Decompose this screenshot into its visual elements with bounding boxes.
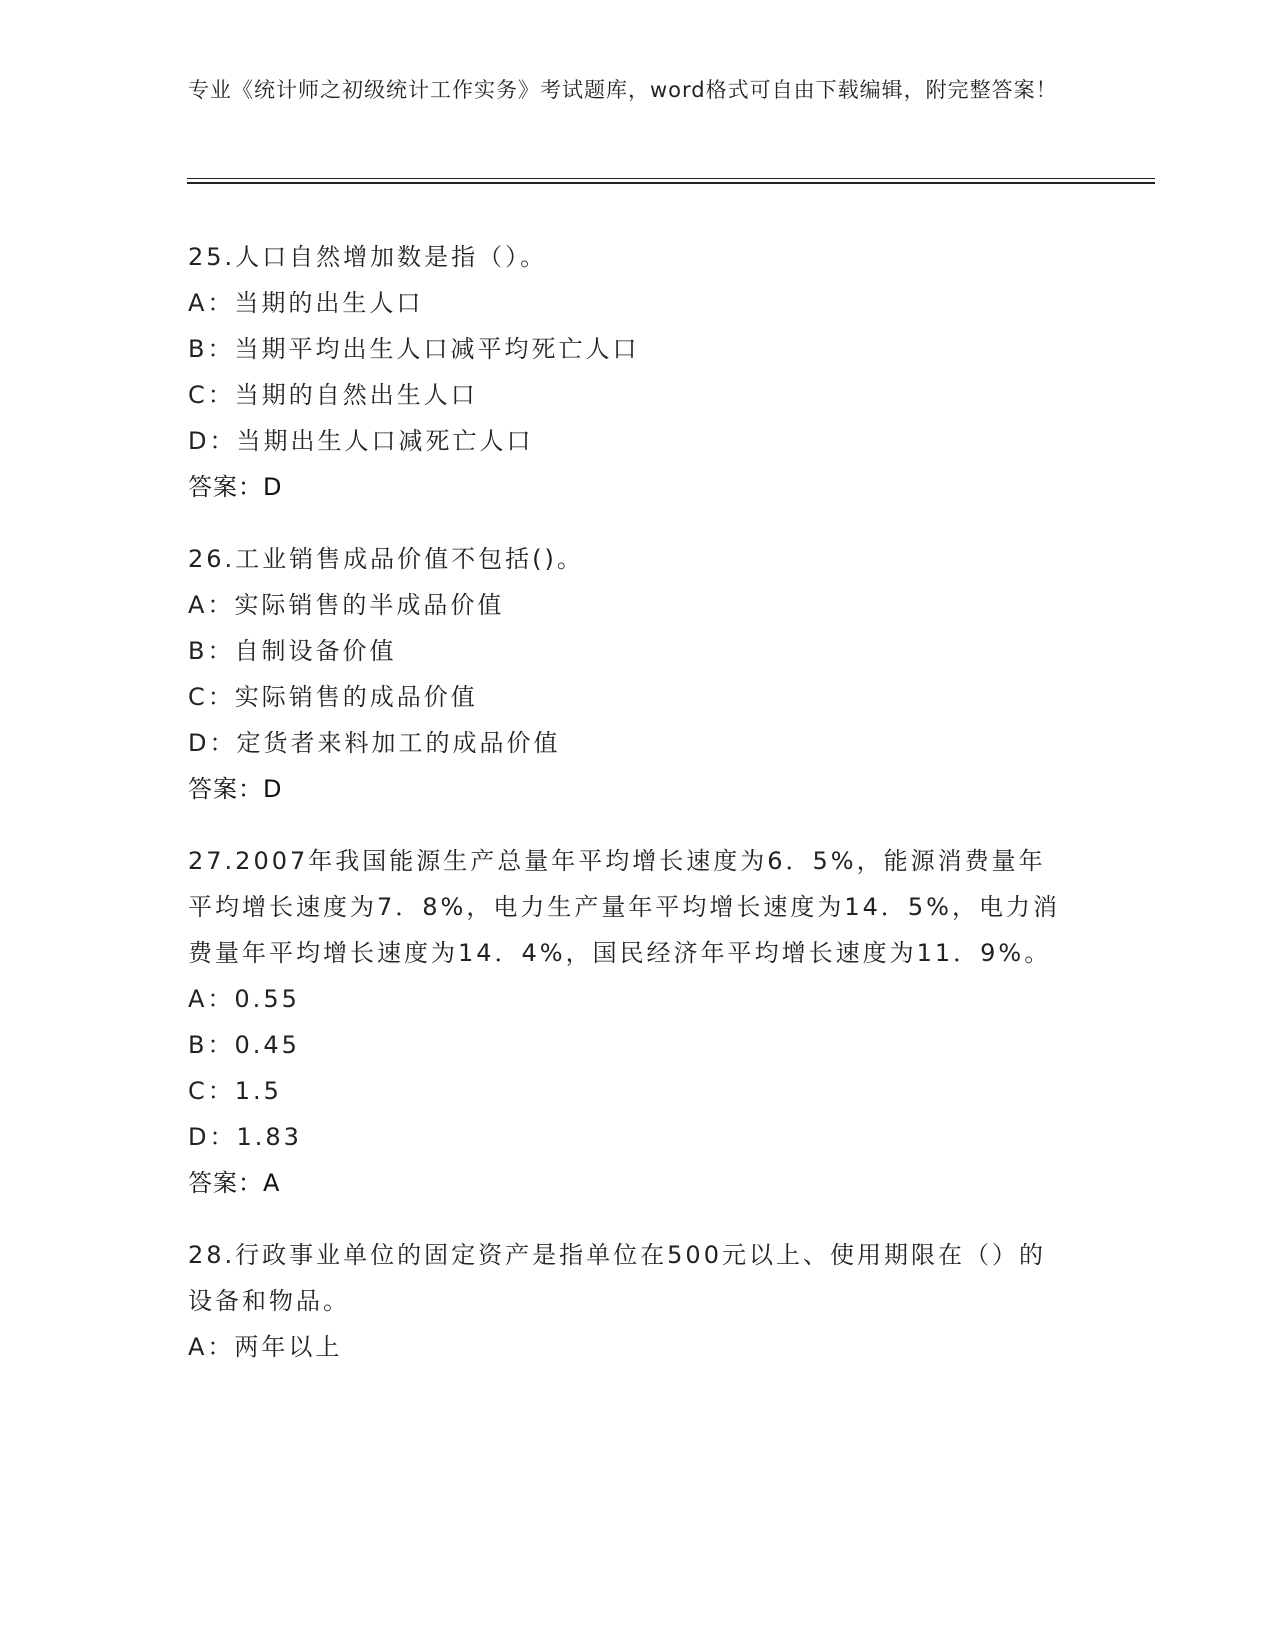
option-c: C：1.5 <box>188 1077 282 1105</box>
question-stem: 28.行政事业单位的固定资产是指单位在500元以上、使用期限在（）的设备和物品。 <box>188 1241 1046 1315</box>
header-divider-thick <box>187 182 1155 184</box>
question-stem: 26.工业销售成品价值不包括()。 <box>188 545 584 573</box>
option-a: A：实际销售的半成品价值 <box>188 591 505 619</box>
option-b: B：0.45 <box>188 1031 300 1059</box>
answer: 答案：A <box>188 1169 281 1197</box>
question-25 <box>188 234 1068 510</box>
option-a: A：当期的出生人口 <box>188 289 424 317</box>
answer: 答案：D <box>188 775 283 803</box>
option-b: B：自制设备价值 <box>188 637 397 665</box>
option-c: C：实际销售的成品价值 <box>188 683 478 711</box>
option-d: D：定货者来料加工的成品价值 <box>188 729 561 757</box>
header-divider-thin <box>187 178 1155 179</box>
option-d: D：当期出生人口减死亡人口 <box>188 427 534 455</box>
document-header: 专业《统计师之初级统计工作实务》考试题库，word格式可自由下载编辑，附完整答案！ <box>188 78 1058 102</box>
question-stem: 27.2007年我国能源生产总量年平均增长速度为6．5%，能源消费量年平均增长速度为7．8%，电力生产量年平均增长速度为14．5%，电力消费量年平均增长速度为14．4%，国民经济年平均增长速度为11．9%。 <box>188 847 1060 967</box>
question-26 <box>188 536 1068 812</box>
question-stem: 25.人口自然增加数是指（）。 <box>188 243 548 271</box>
option-c: C：当期的自然出生人口 <box>188 381 478 409</box>
option-a: A：0.55 <box>188 985 300 1013</box>
question-28 <box>188 1232 1068 1370</box>
option-a: A：两年以上 <box>188 1333 343 1361</box>
question-27 <box>188 838 1068 1206</box>
answer: 答案：D <box>188 473 283 501</box>
option-b: B：当期平均出生人口减平均死亡人口 <box>188 335 640 363</box>
question-list <box>188 234 1068 1396</box>
option-d: D：1.83 <box>188 1123 302 1151</box>
